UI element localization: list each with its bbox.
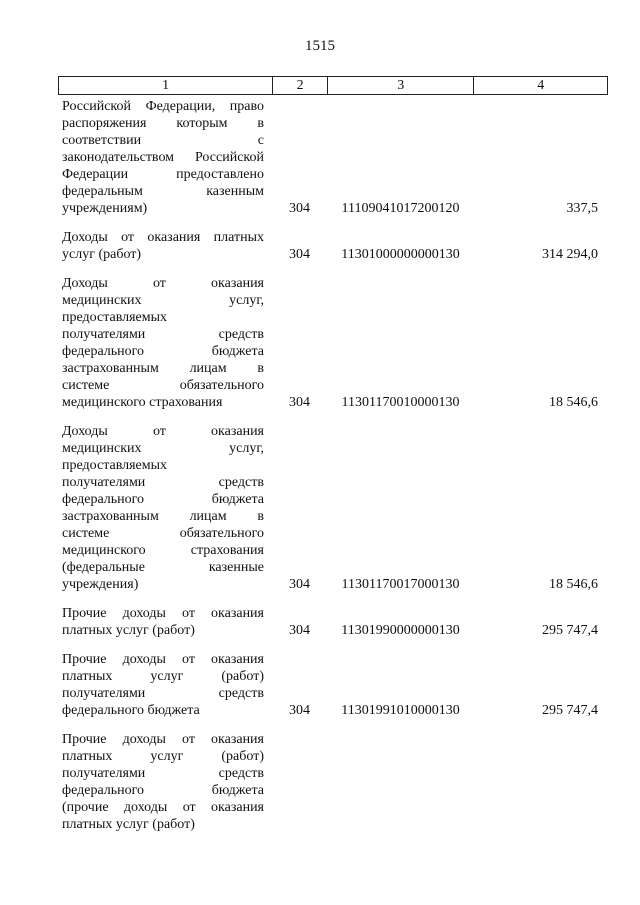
description-line: платных услуг (работ) [62, 817, 195, 832]
header-col-2: 2 [272, 77, 327, 94]
description-line: федерального бюджета [62, 344, 264, 359]
description-line: услуг (работ) [62, 247, 142, 262]
description-line: Российской Федерации, право [62, 99, 264, 114]
description-line: получателями средств [62, 686, 264, 701]
description-line: застрахованным лицам в [62, 509, 264, 524]
row-revenue-code: 11301991010000130 [341, 703, 460, 718]
page-number: 1515 [305, 38, 335, 54]
description-line: платных услуг (работ) [62, 749, 264, 764]
row-amount: 314 294,0 [542, 247, 598, 262]
table-row [58, 229, 608, 263]
row-description [58, 98, 272, 217]
description-line: Доходы от оказания платных [62, 230, 264, 245]
row-amount: 295 747,4 [542, 623, 598, 638]
row-amount: 18 546,6 [549, 577, 598, 592]
description-line: предоставляемых [62, 310, 168, 325]
description-line: Федерации предоставлено [62, 167, 264, 182]
description-line: законодательством Российской [62, 150, 264, 165]
row-admin-code: 304 [289, 395, 310, 410]
description-line: (федеральные казенные [62, 560, 264, 575]
description-line: распоряжения которым в [62, 116, 264, 131]
description-line: медицинского страхования [62, 395, 223, 410]
row-admin-code: 304 [289, 247, 310, 262]
row-description [58, 605, 272, 639]
row-description [58, 275, 272, 411]
description-line: Доходы от оказания [62, 424, 264, 439]
description-line: предоставляемых [62, 458, 168, 473]
table-header-row [58, 76, 608, 95]
description-line: медицинских услуг, [62, 293, 264, 308]
description-line: (прочие доходы от оказания [62, 800, 264, 815]
row-description [58, 423, 272, 593]
description-line: системе обязательного [62, 378, 264, 393]
table-row [58, 98, 608, 217]
description-line: Прочие доходы от оказания [62, 606, 264, 621]
row-admin-code: 304 [289, 201, 310, 216]
description-line: соответствии с [62, 133, 264, 148]
row-description [58, 651, 272, 719]
row-admin-code: 304 [289, 703, 310, 718]
row-amount: 337,5 [566, 201, 598, 216]
table-row [58, 731, 608, 833]
header-col-3: 3 [327, 77, 473, 94]
row-revenue-code: 11301170010000130 [341, 395, 460, 410]
row-revenue-code: 11301990000000130 [341, 623, 460, 638]
description-line: учреждениям) [62, 201, 148, 216]
description-line: федерального бюджета [62, 783, 264, 798]
row-revenue-code: 11301000000000130 [341, 247, 460, 262]
description-line: медицинских услуг, [62, 441, 264, 456]
row-admin-code: 304 [289, 577, 310, 592]
row-amount: 18 546,6 [549, 395, 598, 410]
row-description [58, 731, 272, 833]
table-row [58, 651, 608, 719]
budget-table [58, 76, 608, 845]
description-line: Прочие доходы от оказания [62, 652, 264, 667]
description-line: медицинского страхования [62, 543, 264, 558]
row-description [58, 229, 272, 263]
description-line: Доходы от оказания [62, 276, 264, 291]
row-amount: 295 747,4 [542, 703, 598, 718]
description-line: платных услуг (работ) [62, 623, 195, 638]
table-row [58, 275, 608, 411]
table-row [58, 605, 608, 639]
description-line: платных услуг (работ) [62, 669, 264, 684]
description-line: федерального бюджета [62, 703, 200, 718]
table-body [58, 95, 608, 833]
description-line: Прочие доходы от оказания [62, 732, 264, 747]
description-line: получателями средств [62, 766, 264, 781]
table-row [58, 423, 608, 593]
description-line: получателями средств [62, 475, 264, 490]
row-revenue-code: 11301170017000130 [341, 577, 460, 592]
description-line: учреждения) [62, 577, 139, 592]
description-line: получателями средств [62, 327, 264, 342]
header-col-4: 4 [473, 77, 607, 94]
description-line: федеральным казенным [62, 184, 264, 199]
header-col-1: 1 [162, 78, 170, 93]
description-line: федерального бюджета [62, 492, 264, 507]
row-revenue-code: 11109041017200120 [341, 201, 460, 216]
row-admin-code: 304 [289, 623, 310, 638]
description-line: застрахованным лицам в [62, 361, 264, 376]
description-line: системе обязательного [62, 526, 264, 541]
